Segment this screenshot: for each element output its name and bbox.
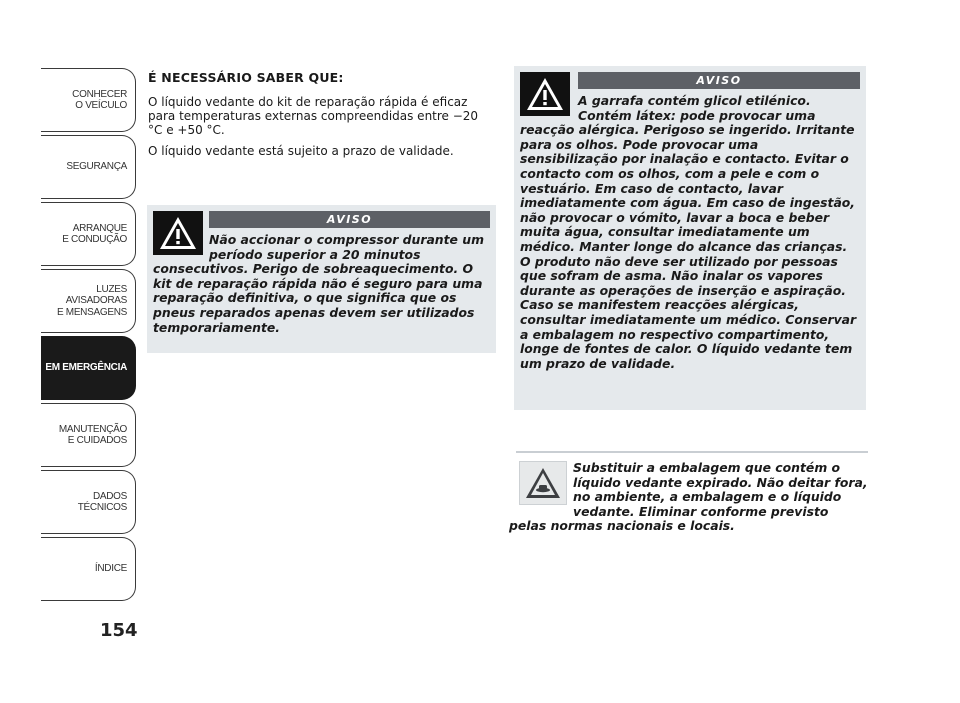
environment-note (509, 461, 869, 534)
warning-text-first: A garrafa contém glicol etilénico. Contém látex: pode provocar uma (578, 93, 816, 123)
warning-text-first: Não accionar o compressor durante um período superior a 20 minutos (209, 232, 484, 262)
tab-dados-tecnicos[interactable]: DADOS TÉCNICOS (41, 470, 136, 534)
paragraph-temperature: O líquido vedante do kit de reparação rápida é eficaz para temperaturas externas compreendidas entre −20 °C e +50 °C. (148, 95, 479, 137)
warning-box-compressor (147, 205, 496, 353)
tab-indice[interactable]: ÍNDICE (41, 537, 136, 601)
aviso-label: AVISO (578, 72, 860, 89)
warning-text-rest: consecutivos. Perigo de sobreaquecimento. O kit de reparação rápida não é seguro para uma reparação definitiva, o que significa que os pneus reparados apenas devem ser utilizados temporariamente. (153, 261, 483, 335)
tab-luzes-avisadoras[interactable]: LUZES AVISADORAS E MENSAGENS (41, 269, 136, 333)
chapter-tabs (41, 68, 136, 604)
divider (516, 451, 868, 453)
tab-arranque-e-conducao[interactable]: ARRANQUE E CONDUÇÃO (41, 202, 136, 266)
warning-triangle-icon (520, 72, 570, 116)
tab-seguranca[interactable]: SEGURANÇA (41, 135, 136, 199)
environment-disposal-icon (519, 461, 567, 505)
left-column (148, 70, 493, 165)
tab-em-emergencia[interactable]: EM EMERGÊNCIA (41, 336, 136, 400)
aviso-label: AVISO (209, 211, 490, 228)
environment-note-text: Substituir a embalagem que contém o líquido vedante expirado. Não deitar fora, no ambiente, a embalagem e o líquido vedante. Eliminar conforme previsto pelas normas nacionais e locais. (509, 460, 868, 534)
warning-triangle-icon (153, 211, 203, 255)
warning-box-glycol (514, 66, 866, 410)
paragraph-validity: O líquido vedante está sujeito a prazo de validade. (148, 144, 454, 158)
section-heading: É NECESSÁRIO SABER QUE: (148, 70, 344, 85)
tab-manutencao-e-cuidados[interactable]: MANUTENÇÃO E CUIDADOS (41, 403, 136, 467)
warning-text-rest: reacção alérgica. Perigoso se ingerido. Irritante para os olhos. Pode provocar uma sensibilização por inalação e contacto. Evitar o contacto com os olhos, com a pele e com o vestuário. Em caso de contacto, lavar imediatamente com água. Em caso de ingestão, não provocar o vómito, lavar a boca e beber muita água, consultar imediatamente um médico. Manter longe do alcance das crianças. O produto não deve ser utilizado por pessoas que sofram de asma. Não inalar os vapores durante as operações de inserção e aspiração. Caso se manifestem reacções alérgicas, consultar imediatamente um médico. Conservar a embalagem no respectivo compartimento, longe de fontes de calor. O líquido vedante tem um prazo de validade. (520, 122, 857, 371)
tab-conhecer-o-veiculo[interactable]: CONHECER O VEÍCULO (41, 68, 136, 132)
page-number: 154 (100, 620, 138, 641)
